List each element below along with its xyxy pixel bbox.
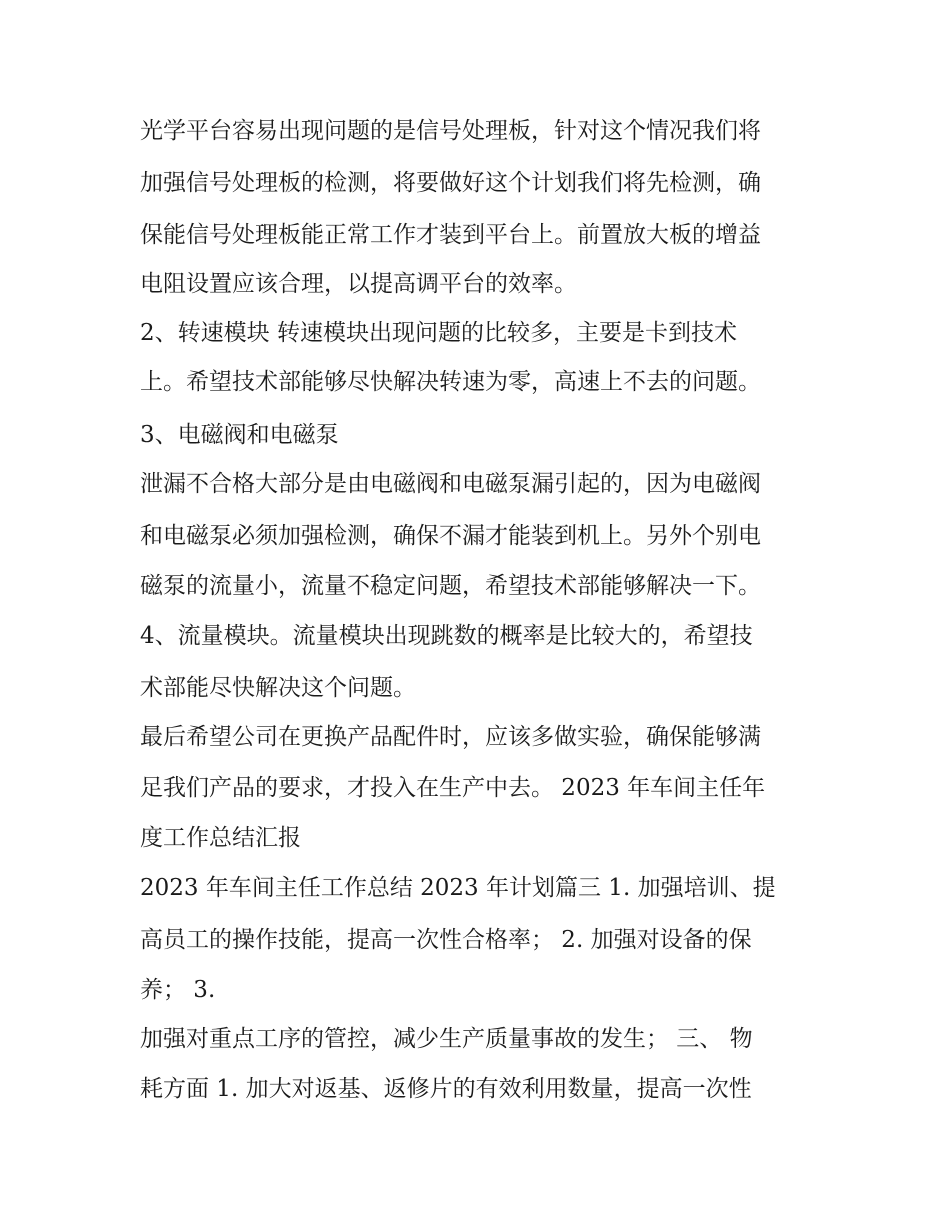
text-line: 2、转速模块 转速模块出现问题的比较多，主要是卡到技术 [140, 320, 737, 346]
text-line: 泄漏不合格大部分是由电磁阀和电磁泵漏引起的，因为电磁阀 [140, 471, 761, 497]
text-line: 足我们产品的要求，才投入在生产中去。 2023 年车间主任年 [140, 775, 766, 801]
text-line: 光学平台容易出现问题的是信号处理板，针对这个情况我们将 [140, 118, 761, 144]
text-line: 磁泵的流量小，流量不稳定问题，希望技术部能够解决一下。 [140, 573, 761, 599]
text-line: 高员工的操作技能，提高一次性合格率； 2. 加强对设备的保 [140, 927, 752, 953]
text-line: 加强对重点工序的管控，减少生产质量事故的发生； 三、 物 [140, 1026, 753, 1052]
text-line: 耗方面 1. 加大对返基、返修片的有效利用数量，提高一次性 [140, 1076, 752, 1102]
text-line: 养； 3. [140, 977, 216, 1003]
text-line: 度工作总结汇报 [140, 825, 301, 851]
text-line: 上。希望技术部能够尽快解决转速为零，高速上不去的问题。 [140, 369, 761, 395]
text-line: 电阻设置应该合理，以提高调平台的效率。 [140, 271, 577, 297]
text-line: 4、流量模块。流量模块出现跳数的概率是比较大的，希望技 [140, 623, 753, 649]
text-line: 2023 年车间主任工作总结 2023 年计划篇三 1. 加强培训、提 [140, 875, 776, 901]
text-line: 最后希望公司在更换产品配件时，应该多做实验，确保能够满 [140, 724, 761, 750]
text-line: 加强信号处理板的检测，将要做好这个计划我们将先检测，确 [140, 170, 761, 196]
text-line: 术部能尽快解决这个问题。 [140, 675, 416, 701]
text-line: 3、电磁阀和电磁泵 [140, 422, 339, 448]
text-line: 和电磁泵必须加强检测，确保不漏才能装到机上。另外个别电 [140, 523, 761, 549]
text-line: 保能信号处理板能正常工作才装到平台上。前置放大板的增益 [140, 222, 761, 248]
